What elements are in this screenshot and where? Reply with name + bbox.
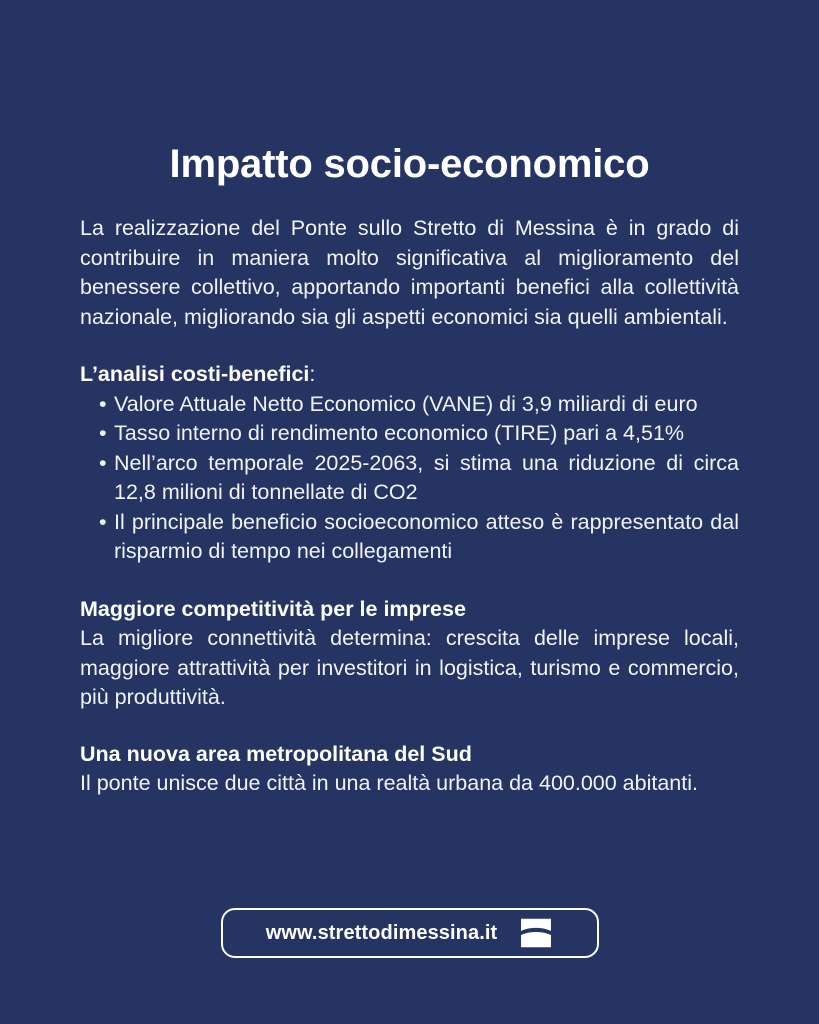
costi-benefici-bullet-list <box>80 390 739 567</box>
slide-content <box>80 214 739 799</box>
list-item: • Valore Attuale Netto Economico (VANE) di 3,9 miliardi di euro <box>80 390 739 420</box>
section-heading-competitivita: Maggiore competitività per le imprese <box>80 596 466 621</box>
page-title: Impatto socio-economico <box>169 141 650 186</box>
spacer <box>80 567 739 595</box>
list-item: • Tasso interno di rendimento economico (TIRE) pari a 4,51% <box>80 419 739 449</box>
section-heading-area-metropolitana: Una nuova area metropolitana del Sud <box>80 741 472 766</box>
spacer <box>80 332 739 360</box>
intro-paragraph: La realizzazione del Ponte sullo Stretto di Messina è in grado di contribuire in maniera molto significativa al miglioramento del benessere collettivo, apportando importanti benefici alla collettività nazionale, migliorando sia gli aspetti economici sia quelli ambientali. <box>80 216 739 329</box>
section-heading-costi-benefici-text: L’analisi costi-benefici <box>80 362 310 386</box>
footer <box>0 908 819 958</box>
list-item: • Il principale beneficio socioeconomico atteso è rappresentato dal risparmio di tempo nei collegamenti <box>80 508 739 567</box>
section-paragraph-competitivita: La migliore connettività determina: crescita delle imprese locali, maggiore attrattività per investitori in logistica, turismo e commercio, più produttività. <box>80 626 739 709</box>
website-url-label: www.strettodimessina.it <box>265 921 498 944</box>
section-heading-costi-benefici <box>80 360 739 390</box>
bridge-arch-logo-icon <box>519 916 553 950</box>
section-heading-costi-benefici-suffix: : <box>309 362 316 386</box>
list-item: • Nell’arco temporale 2025-2063, si stima una riduzione di circa 12,8 milioni di tonnellate di CO2 <box>80 449 739 508</box>
website-badge[interactable] <box>221 908 599 958</box>
spacer <box>80 713 739 740</box>
section-paragraph-area-metropolitana: Il ponte unisce due città in una realtà urbana da 400.000 abitanti. <box>80 771 698 795</box>
